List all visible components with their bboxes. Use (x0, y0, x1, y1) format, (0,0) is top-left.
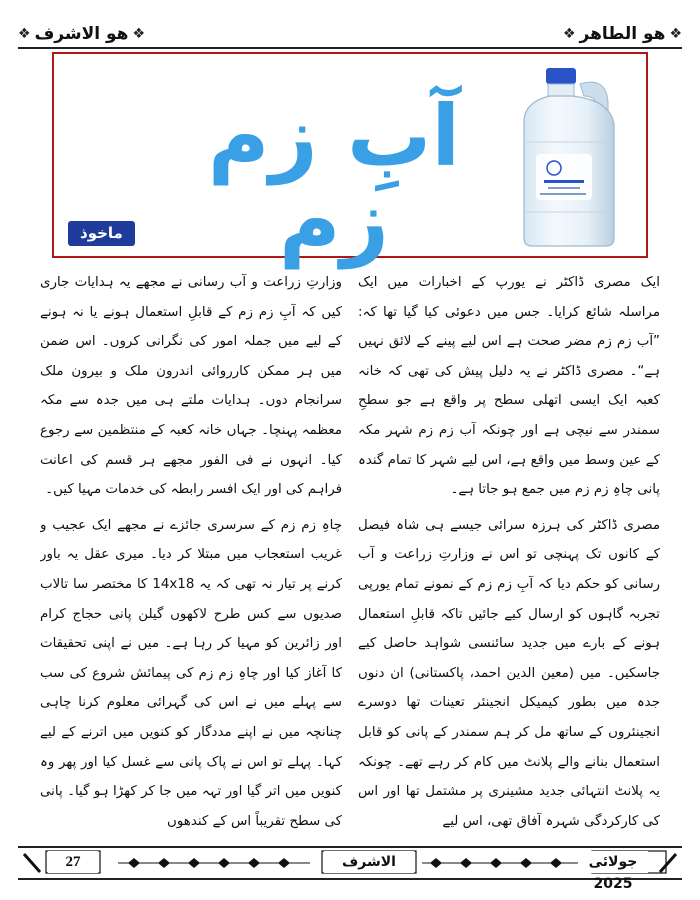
ornament-icon: ❖ (562, 26, 576, 42)
ornament-icon: ❖ (18, 26, 31, 42)
header-right-text: هو الطاهر (579, 24, 666, 44)
right-column (358, 268, 660, 840)
paragraph: ایک مصری ڈاکٹر نے یورپ کے اخبارات میں ایک مراسلہ شائع کرایا۔ جس میں دعوئی کیا گیا تھا کہ: ”آب زم زم مضر صحت ہے اس لیے پینے کے لائق نہیں ہے“۔ مصری ڈاکٹر نے یہ دلیل پیش کی تھی کہ خانہ کعبہ ایک ایسی اتھلی سطح پر واقع ہے جو سطحِ سمندر سے نیچی ہے اور چونکہ آب زم زم شہر مکہ کے عین وسط میں واقع ہے، اس لیے شہر کا تمام گندہ پانی چاہِ زم زم میں جمع ہو جاتا ہے۔ (358, 275, 660, 498)
page-number: 27 (48, 851, 98, 873)
issue-date: جولائی 2025 (578, 851, 648, 873)
left-column (40, 268, 342, 840)
header-divider (18, 47, 682, 49)
article-title: آبِ زم زم (207, 87, 461, 269)
page-footer (18, 846, 682, 892)
page-header (18, 22, 682, 46)
water-bottle-icon (510, 62, 630, 250)
paragraph: چاہِ زم زم کے سرسری جائزے نے مجھے ایک عجیب و غریب استعجاب میں مبتلا کر دیا۔ میری عقل یہ باور کرنے پر تیار نہ تھی کہ یہ 14x18 کا مختصر سا تالاب صدیوں سے کس طرح لاکھوں گیلن پانی حجاج کرام اور زائرین کو مہیا کر رہا ہے۔ میں نے اپنی تحقیقات کا آغاز کیا اور چاہِ زم زم کی پیمائش شروع کی سب سے پہلے میں نے اس کی گہرائی معلوم کرنا چاہی چنانچہ میں نے اپنے مددگار کو کنویں میں اترنے کے لیے کہا۔ پہلے تو اس نے پاک پانی سے غسل کیا اور پھر وہ کنویں میں اتر گیا اور تہہ میں جا کر کھڑا ہو گیا۔ پانی کی سطح تقریباً اس کے کندھوں (40, 517, 342, 829)
magazine-name: الاشرف (324, 851, 414, 873)
source-badge: ماخوذ (68, 221, 135, 246)
paragraph: مصری ڈاکٹر کی ہرزہ سرائی جیسے ہی شاہ فیصل کے کانوں تک پہنچی تو اس نے وزارتِ زراعت و آب رسانی کو حکم دیا کہ آبِ زم زم کے نمونے تمام یورپی تجربہ گاہوں کو ارسال کیے جائیں تاکہ قابلِ استعمال ہونے کے بارے میں جدید سائنسی شواہد حاصل کیے جاسکیں۔ میں (معین الدین احمد، پاکستانی) ان دنوں جدہ میں بطور کیمیکل انجینئر تعینات تھا دوسرے انجینئروں کے ساتھ مل کر ہم سمندر کے پانی کو قابل استعمال بنانے والے پلانٹ میں کام کر رہے تھے۔ چونکہ یہ پلانٹ انتہائی جدید مشینری پر مشتمل تھا اور اس کی کارکردگی شہرہ آفاق تھی، اس لیے (358, 517, 660, 829)
header-right-tag (563, 24, 682, 44)
header-left-tag (18, 24, 145, 44)
article-body (40, 268, 660, 840)
article-title-box (52, 52, 648, 269)
header-left-text: هو الاشرف (34, 24, 129, 44)
ornament-icon: ❖ (132, 26, 146, 42)
paragraph: وزارتِ زراعت و آب رسانی نے مجھے یہ ہدایات جاری کیں کہ آبِ زم زم کے قابلِ استعمال ہونے یا نہ ہونے کے لیے میں جملہ امور کی نگرانی کروں۔ اس ضمن میں ہر ممکن کارروائی اندرون ملک و بیرون ملک سرانجام دوں۔ ہدایات ملتے ہی میں جدہ سے مکہ معظمہ پہنچا۔ جہاں خانہ کعبہ کے منتظمین سے رجوع کیا۔ انہوں نے فی الفور مجھے ہر قسم کی اعانت فراہم کی اور ایک افسر رابطہ کی خدمات مہیا کیں۔ (40, 275, 342, 498)
ornament-icon: ❖ (669, 26, 682, 42)
